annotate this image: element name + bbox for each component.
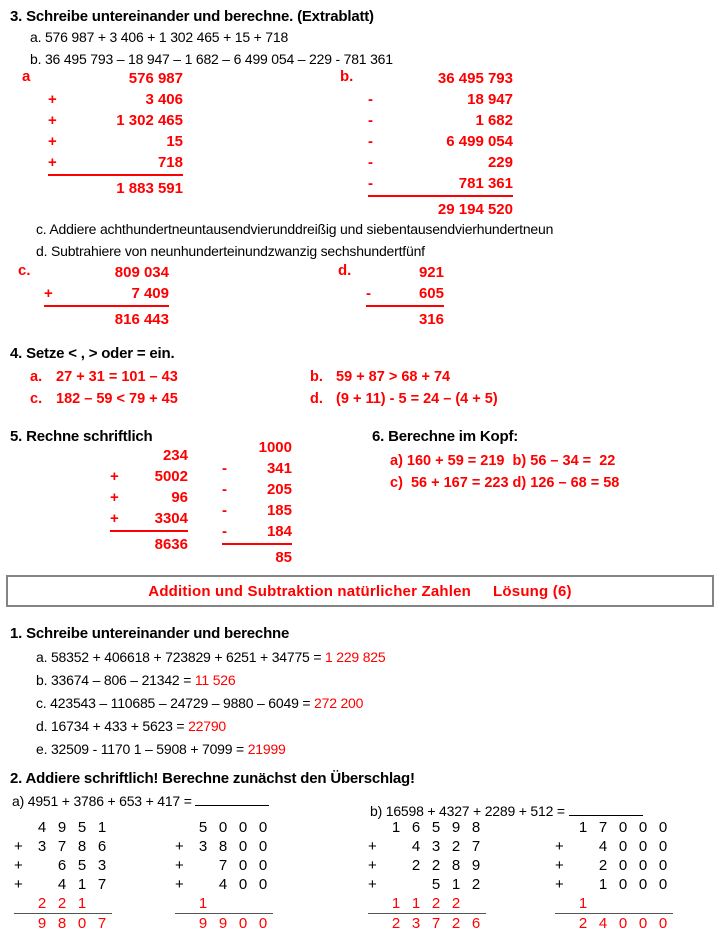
section2-block-b1-table: [368, 818, 486, 933]
worksheet-title-banner: [6, 575, 714, 607]
work-a-row-last: [48, 152, 183, 176]
carry-cell: [92, 894, 112, 914]
carry-cell: 2: [451, 895, 461, 912]
digit-cell: 1: [578, 819, 588, 836]
carry-cell: 2: [57, 895, 67, 912]
sign-cell: +: [368, 838, 377, 855]
table-row: [14, 856, 112, 875]
section5-sub-result-row: [222, 545, 292, 568]
digit-cell: 5: [431, 876, 441, 893]
digit-cell: [32, 856, 52, 875]
section1-item-c: [36, 692, 363, 715]
section1-item-a: [36, 646, 385, 669]
work-a-stack: [48, 68, 183, 199]
work-a-num: 3 406: [145, 91, 183, 108]
result-cell: 0: [633, 914, 653, 934]
result-cell: 4: [593, 914, 613, 934]
digit-cell: 0: [238, 876, 248, 893]
digit-cell: 7: [97, 876, 107, 893]
table-row: [368, 818, 486, 837]
carry-cell: [233, 894, 253, 914]
work-c-row: [44, 262, 169, 283]
result-cell: 9: [193, 914, 213, 934]
digit-cell: 1: [77, 876, 87, 893]
section1-item-b-problem: b. 33674 – 806 – 21342 =: [36, 672, 195, 688]
work-b-op: -: [368, 154, 373, 171]
table-row: [14, 818, 112, 837]
digit-cell: 0: [658, 876, 668, 893]
work-d-row: [366, 262, 444, 283]
result-cell: 2: [446, 914, 466, 934]
section1-item-b-answer: 11 526: [194, 672, 236, 688]
digit-cell: 5: [431, 819, 441, 836]
work-a-op: +: [48, 154, 57, 171]
section2-prompt-a-text: a) 4951 + 3786 + 653 + 417 =: [12, 793, 196, 809]
digit-cell: 0: [618, 819, 628, 836]
work-b-num: 781 361: [458, 175, 513, 192]
digit-cell: 0: [658, 838, 668, 855]
section5-sub-num: 341: [266, 460, 292, 477]
sign-cell: [175, 818, 193, 837]
digit-cell: [386, 875, 406, 894]
work-a-result-row: [48, 176, 183, 199]
digit-cell: [193, 856, 213, 875]
section3-item-c: c. Addiere achthundertneuntausendvierunddreißig und siebentausendvierhundertneun: [36, 221, 554, 237]
carry-row: [555, 894, 673, 914]
carry-cell: [613, 894, 633, 914]
section5-add-result: 8636: [154, 536, 188, 553]
section1-heading: 1. Schreibe untereinander und berechne: [10, 625, 290, 642]
result-cell: 2: [386, 914, 406, 934]
section5-sub-op: -: [222, 523, 227, 540]
work-b-result: 29 194 520: [437, 201, 513, 218]
section4-item-c-label: c.: [30, 391, 43, 407]
section6-line-2: c) 56 + 167 = 223 d) 126 – 68 = 58: [390, 475, 620, 491]
section3-item-a: a. 576 987 + 3 406 + 1 302 465 + 15 + 718: [30, 29, 289, 45]
section1-item-a-answer: 1 229 825: [324, 649, 386, 665]
section1-item-c-answer: 272 200: [314, 695, 364, 711]
section2-block-b1: [368, 818, 486, 933]
digit-cell: [32, 875, 52, 894]
table-row: [14, 875, 112, 894]
digit-cell: 5: [77, 857, 87, 874]
section5-sub-op: [222, 437, 248, 458]
sign-cell: +: [368, 876, 377, 893]
carry-cell: 1: [578, 895, 588, 912]
section1-item-b: [36, 669, 235, 692]
sign-cell: +: [175, 857, 184, 874]
sign-cell: +: [14, 857, 23, 874]
section2-prompt-b: [370, 803, 643, 819]
section5-add-result-row: [110, 532, 188, 555]
digit-cell: [573, 875, 593, 894]
work-a-row: [48, 89, 183, 110]
section5-sub-op: -: [222, 502, 227, 519]
work-b-row: [368, 131, 513, 152]
work-a-row: [48, 110, 183, 131]
work-a-num: 15: [166, 133, 183, 150]
digit-cell: 1: [391, 819, 401, 836]
section2-answer-blank-b[interactable]: [569, 804, 643, 816]
work-d-result-row: [366, 307, 444, 330]
digit-cell: 1: [451, 876, 461, 893]
work-d-row-last: [366, 283, 444, 307]
section1-item-d: [36, 715, 226, 738]
digit-cell: 6: [97, 838, 107, 855]
digit-cell: 3: [97, 857, 107, 874]
section5-add-row-last: [110, 508, 188, 532]
carry-row: [368, 894, 486, 914]
sign-cell: +: [14, 876, 23, 893]
section4-item-a: [30, 366, 178, 388]
work-b-num: 1 682: [475, 112, 513, 129]
work-b-op: -: [368, 133, 373, 150]
result-cell: 9: [213, 914, 233, 934]
work-d-num: 605: [418, 285, 444, 302]
digit-cell: 4: [218, 876, 228, 893]
digit-cell: 3: [431, 838, 441, 855]
work-b-stack: [368, 68, 513, 220]
digit-cell: 0: [638, 857, 648, 874]
work-b-num: 6 499 054: [446, 133, 513, 150]
section5-add-num: 3304: [154, 510, 188, 527]
digit-cell: 0: [238, 857, 248, 874]
table-row: [555, 856, 673, 875]
work-c-op: [44, 262, 70, 283]
section1-item-c-problem: c. 423543 – 110685 – 24729 – 9880 – 6049 =: [36, 695, 315, 711]
work-b-row: [368, 152, 513, 173]
result-cell: 0: [72, 914, 92, 934]
work-b-row: [368, 110, 513, 131]
sign-cell: +: [555, 838, 564, 855]
work-c-result: 816 443: [114, 311, 169, 328]
carry-cell: [466, 894, 486, 914]
digit-cell: 0: [238, 819, 248, 836]
carry-cell: [213, 894, 233, 914]
section5-add-row: [110, 466, 188, 487]
digit-cell: 7: [57, 838, 67, 855]
section5-add-num: 96: [171, 489, 188, 506]
digit-cell: 0: [618, 838, 628, 855]
digit-cell: [386, 856, 406, 875]
work-b-op: -: [368, 175, 373, 192]
section2-prompt-a: [12, 793, 269, 809]
result-cell: 2: [573, 914, 593, 934]
work-d-result: 316: [418, 311, 444, 328]
section5-sub-num: 1000: [258, 439, 292, 456]
table-row: [555, 818, 673, 837]
section5-add-num: 234: [162, 447, 188, 464]
result-row: [175, 914, 273, 934]
digit-cell: 7: [471, 838, 481, 855]
work-c-stack: [44, 262, 169, 330]
section1-item-a-problem: a. 58352 + 406618 + 723829 + 6251 + 34775 =: [36, 649, 325, 665]
work-b-label: b.: [340, 68, 354, 85]
result-cell: 0: [253, 914, 273, 934]
carry-cell: 1: [198, 895, 208, 912]
digit-cell: [386, 837, 406, 856]
work-c-row-last: [44, 283, 169, 307]
digit-cell: 8: [451, 857, 461, 874]
section2-block-a1: [14, 818, 112, 933]
sign-cell: +: [14, 838, 23, 855]
digit-cell: 5: [198, 819, 208, 836]
work-d-num: 921: [418, 264, 444, 281]
digit-cell: 7: [218, 857, 228, 874]
work-a-op: +: [48, 112, 57, 129]
table-row: [555, 875, 673, 894]
digit-cell: 4: [411, 838, 421, 855]
table-row: [368, 837, 486, 856]
digit-cell: 6: [57, 857, 67, 874]
section4-item-b-text: 59 + 87 > 68 + 74: [336, 369, 451, 385]
digit-cell: 0: [258, 857, 268, 874]
digit-cell: 0: [238, 838, 248, 855]
carry-cell: 1: [411, 895, 421, 912]
result-cell: 9: [32, 914, 52, 934]
section2-heading: 2. Addiere schriftlich! Berechne zunächst den Überschlag!: [10, 770, 415, 787]
carry-cell: [633, 894, 653, 914]
table-row: [555, 837, 673, 856]
work-a-result: 1 883 591: [116, 180, 183, 197]
banner-title: Addition und Subtraktion natürlicher Zahlen: [148, 582, 472, 600]
section6-heading: 6. Berechne im Kopf:: [372, 428, 519, 445]
digit-cell: 2: [471, 876, 481, 893]
table-row: [175, 818, 273, 837]
digit-cell: 0: [658, 857, 668, 874]
result-cell: 0: [653, 914, 673, 934]
section4-item-c: [30, 388, 178, 410]
section5-add-row: [110, 487, 188, 508]
work-b-num: 229: [487, 154, 513, 171]
digit-cell: 4: [37, 819, 47, 836]
section1-item-d-answer: 22790: [188, 718, 227, 734]
section2-block-b2: [555, 818, 673, 933]
work-b-row-last: [368, 173, 513, 197]
section2-block-a2-table: [175, 818, 273, 933]
result-cell: 6: [466, 914, 486, 934]
result-cell: 8: [52, 914, 72, 934]
result-row: [14, 914, 112, 934]
section3-item-b: b. 36 495 793 – 18 947 – 1 682 – 6 499 054 – 229 - 781 361: [30, 51, 393, 67]
work-b-row: [368, 68, 513, 89]
digit-cell: 1: [97, 819, 107, 836]
carry-cell: [593, 894, 613, 914]
work-a-num: 718: [157, 154, 183, 171]
section5-sub-op: -: [222, 460, 227, 477]
carry-cell: 2: [37, 895, 47, 912]
section5-add-op: +: [110, 468, 119, 485]
work-d-op: -: [366, 285, 371, 302]
section5-sub-row: [222, 437, 292, 458]
digit-cell: 5: [77, 819, 87, 836]
section2-prompt-b-text: b) 16598 + 4327 + 2289 + 512 =: [370, 803, 569, 819]
digit-cell: 0: [618, 876, 628, 893]
section5-add-num: 5002: [154, 468, 188, 485]
section4-item-d-text: (9 + 11) - 5 = 24 – (4 + 5): [336, 391, 498, 407]
result-row: [368, 914, 486, 934]
digit-cell: 4: [57, 876, 67, 893]
digit-cell: 0: [618, 857, 628, 874]
digit-cell: [193, 875, 213, 894]
digit-cell: 8: [77, 838, 87, 855]
work-b-op: [368, 68, 394, 89]
section1-item-e-answer: 21999: [247, 741, 286, 757]
carry-cell: [653, 894, 673, 914]
work-c-result-row: [44, 307, 169, 330]
section5-add-row: [110, 445, 188, 466]
work-d-stack: [366, 262, 444, 330]
section4-item-c-text: 182 – 59 < 79 + 45: [56, 391, 178, 407]
table-row: [175, 856, 273, 875]
section5-sub-stack: [222, 437, 292, 568]
work-a-row: [48, 68, 183, 89]
digit-cell: 2: [598, 857, 608, 874]
work-a-num: 576 987: [128, 70, 183, 87]
digit-cell: 3: [198, 838, 208, 855]
section3-heading: 3. Schreibe untereinander und berechne. (Extrablatt): [10, 8, 374, 25]
digit-cell: 8: [218, 838, 228, 855]
digit-cell: 3: [37, 838, 47, 855]
work-b-row: [368, 89, 513, 110]
table-row: [368, 875, 486, 894]
work-a-op: [48, 68, 74, 89]
digit-cell: 8: [471, 819, 481, 836]
section5-add-op: [110, 445, 136, 466]
work-b-result-row: [368, 197, 513, 220]
section1-item-d-problem: d. 16734 + 433 + 5623 =: [36, 718, 189, 734]
sign-cell: [555, 818, 573, 837]
digit-cell: 0: [258, 876, 268, 893]
section5-sub-result: 85: [275, 549, 292, 566]
digit-cell: 2: [411, 857, 421, 874]
work-c-num: 7 409: [131, 285, 169, 302]
section6-line-1: a) 160 + 59 = 219 b) 56 – 34 = 22: [390, 453, 616, 469]
digit-cell: [573, 856, 593, 875]
work-a-label: a: [22, 68, 31, 85]
result-row: [555, 914, 673, 934]
digit-cell: 9: [471, 857, 481, 874]
sign-cell: +: [555, 857, 564, 874]
section1-item-e: [36, 738, 286, 761]
carry-row: [14, 894, 112, 914]
section4-item-d: [310, 388, 498, 410]
work-b-num: 36 495 793: [437, 70, 513, 87]
digit-cell: 0: [218, 819, 228, 836]
carry-row: [175, 894, 273, 914]
sign-cell: +: [175, 876, 184, 893]
digit-cell: 6: [411, 819, 421, 836]
section5-sub-num: 184: [266, 523, 292, 540]
section5-sub-row: [222, 458, 292, 479]
table-row: [175, 837, 273, 856]
carry-cell: 2: [431, 895, 441, 912]
digit-cell: 9: [451, 819, 461, 836]
carry-cell: 1: [77, 895, 87, 912]
table-row: [14, 837, 112, 856]
table-row: [368, 856, 486, 875]
section4-item-a-text: 27 + 31 = 101 – 43: [56, 369, 178, 385]
section5-sub-row: [222, 479, 292, 500]
digit-cell: [573, 837, 593, 856]
result-cell: 0: [613, 914, 633, 934]
section5-add-stack: [110, 445, 188, 555]
section5-sub-op: -: [222, 481, 227, 498]
section2-block-a2: [175, 818, 273, 933]
digit-cell: 2: [431, 857, 441, 874]
section5-sub-num: 205: [266, 481, 292, 498]
sign-cell: +: [368, 857, 377, 874]
digit-cell: 0: [638, 838, 648, 855]
digit-cell: 0: [258, 819, 268, 836]
work-c-op: +: [44, 285, 53, 302]
section5-sub-num: 185: [266, 502, 292, 519]
result-cell: 0: [233, 914, 253, 934]
sign-cell: [368, 818, 386, 837]
sign-cell: +: [175, 838, 184, 855]
work-b-num: 18 947: [467, 91, 513, 108]
digit-cell: 0: [638, 819, 648, 836]
carry-cell: [253, 894, 273, 914]
work-a-op: +: [48, 133, 57, 150]
digit-cell: 7: [598, 819, 608, 836]
section2-block-a1-table: [14, 818, 112, 933]
section4-item-b-label: b.: [310, 369, 323, 385]
section4-item-d-label: d.: [310, 391, 323, 407]
banner-solution-label: Lösung (6): [493, 582, 572, 600]
result-cell: 3: [406, 914, 426, 934]
result-cell: 7: [426, 914, 446, 934]
digit-cell: [406, 875, 426, 894]
section4-heading: 4. Setze < , > oder = ein.: [10, 345, 175, 362]
digit-cell: 0: [658, 819, 668, 836]
work-a-op: +: [48, 91, 57, 108]
carry-cell: 1: [391, 895, 401, 912]
digit-cell: 9: [57, 819, 67, 836]
section2-block-b2-table: [555, 818, 673, 933]
work-c-num: 809 034: [114, 264, 169, 281]
section3-item-d: d. Subtrahiere von neunhunderteinundzwanzig sechshundertfünf: [36, 243, 425, 259]
sign-cell: +: [555, 876, 564, 893]
work-d-label: d.: [338, 262, 352, 279]
section5-sub-row: [222, 500, 292, 521]
work-a-row: [48, 131, 183, 152]
digit-cell: 2: [451, 838, 461, 855]
work-b-op: -: [368, 112, 373, 129]
table-row: [175, 875, 273, 894]
result-cell: 7: [92, 914, 112, 934]
work-c-label: c.: [18, 262, 31, 279]
work-b-op: -: [368, 91, 373, 108]
work-a-num: 1 302 465: [116, 112, 183, 129]
section5-add-op: +: [110, 489, 119, 506]
work-d-op: [366, 262, 392, 283]
section1-item-e-problem: e. 32509 - 1170 1 – 5908 + 7099 =: [36, 741, 248, 757]
digit-cell: 0: [258, 838, 268, 855]
section2-answer-blank-a[interactable]: [195, 794, 269, 806]
section4-item-b: [310, 366, 450, 388]
sign-cell: [14, 818, 32, 837]
section5-add-op: +: [110, 510, 119, 527]
section5-heading: 5. Rechne schriftlich: [10, 428, 153, 445]
digit-cell: 4: [598, 838, 608, 855]
section5-sub-row-last: [222, 521, 292, 545]
digit-cell: 1: [598, 876, 608, 893]
digit-cell: 0: [638, 876, 648, 893]
section4-item-a-label: a.: [30, 369, 43, 385]
